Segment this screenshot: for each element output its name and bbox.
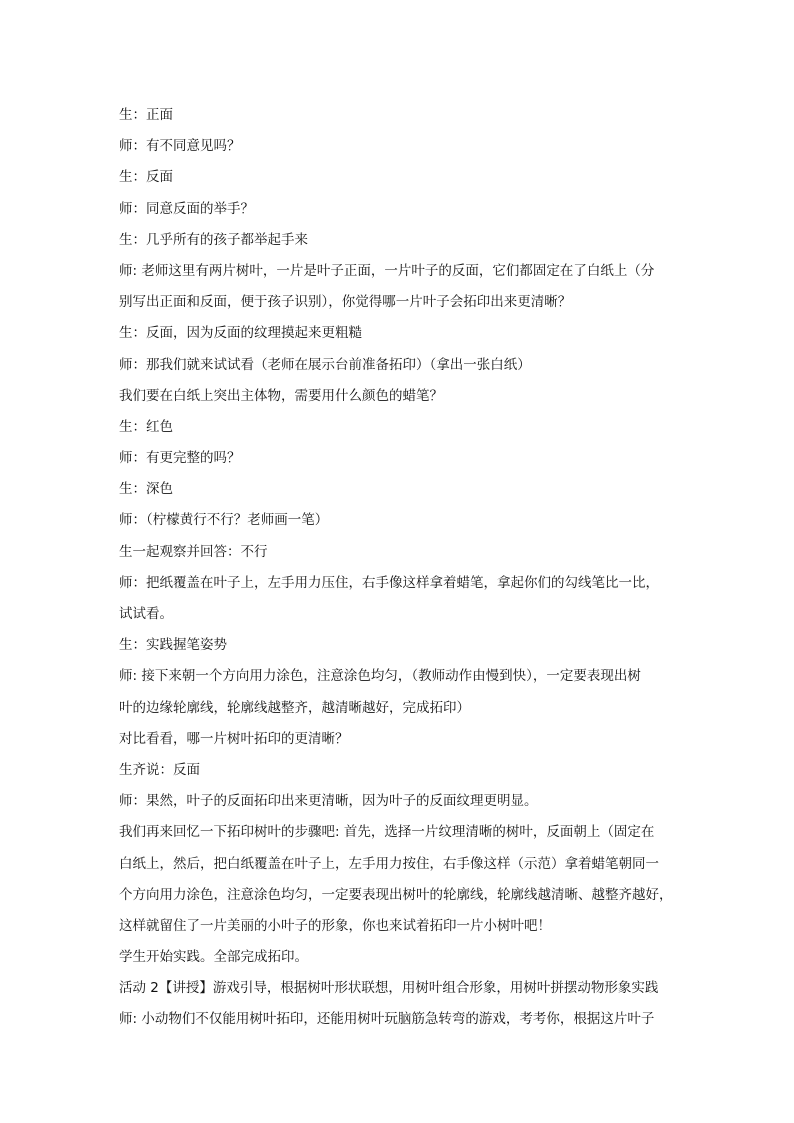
text-line: 师：有更完整的吗？ (119, 450, 241, 467)
text-line: 师: 老师这里有两片树叶，一片是叶子正面，一片叶子的反面，它们都固定在了白纸上（分 (119, 262, 655, 279)
text-line: 师：同意反面的举手？ (119, 200, 254, 217)
text-line: 试试看。 (119, 606, 173, 622)
text-line: 白纸上，然后，把白纸覆盖在叶子上，左手用力按住，右手像这样（示范）拿着蜡笔朝同一 (119, 855, 659, 872)
text-line: 生：正面 (119, 107, 173, 123)
text-line: 生：实践握笔姿势 (119, 637, 227, 654)
text-line: 别写出正面和反面，便于孩子识别），你觉得哪一片叶子会拓印出来更清晰？ (119, 294, 572, 311)
text-line: 生：红色 (119, 418, 173, 435)
text-line: 叶的边缘轮廓线，轮廓线越整齐，越清晰越好，完成拓印） (119, 699, 470, 716)
text-line: 对比看看，哪一片树叶拓印的更清晰？ (119, 730, 349, 747)
text-line: 学生开始实践。全部完成拓印。 (119, 949, 308, 966)
text-line: 生：几乎所有的孩子都举起手来 (119, 231, 308, 248)
text-line: 师：有不同意见吗？ (119, 138, 241, 155)
text-line: 师：那我们就来试试看（老师在展示台前准备拓印）（拿出一张白纸） (119, 356, 531, 373)
text-line: 生：反面，因为反面的纹理摸起来更粗糙 (119, 325, 362, 342)
text-line: 我们再来回忆一下拓印树叶的步骤吧: 首先，选择一片纹理清晰的树叶，反面朝上（固定在 (119, 824, 655, 841)
text-line: 个方向用力涂色，注意涂色均匀，一定要表现出树叶的轮廓线，轮廓线越清晰、越整齐越好， (119, 886, 673, 903)
text-line: 活动 2【讲授】游戏引导，根据树叶形状联想，用树叶组合形象，用树叶拼摆动物形象实践 (119, 980, 659, 997)
text-line: 生齐说：反面 (119, 761, 200, 778)
text-line: 这样就留住了一片美丽的小叶子的形象，你也来试着拓印一片小树叶吧！ (119, 917, 551, 934)
text-line: 生：深色 (119, 481, 173, 498)
text-line: 师: 接下来朝一个方向用力涂色，注意涂色均匀，（教师动作由慢到快），一定要表现出树 (119, 668, 641, 685)
text-line: 师：（柠檬黄行不行？老师画一笔） (119, 512, 329, 529)
text-line: 师: 小动物们不仅能用树叶拓印，还能用树叶玩脑筋急转弯的游戏，考考你，根据这片叶子 (119, 1011, 655, 1028)
text-line: 师：果然，叶子的反面拓印出来更清晰，因为叶子的反面纹理更明显。 (119, 793, 538, 810)
text-line: 生：反面 (119, 169, 173, 186)
text-line: 我们要在白纸上突出主体物，需要用什么颜色的蜡笔？ (119, 387, 443, 404)
lesson-transcript (119, 100, 679, 1036)
text-line: 生一起观察并回答：不行 (119, 543, 268, 560)
text-line: 师：把纸覆盖在叶子上，左手用力压住，右手像这样拿着蜡笔，拿起你们的勾线笔比一比， (119, 574, 659, 591)
